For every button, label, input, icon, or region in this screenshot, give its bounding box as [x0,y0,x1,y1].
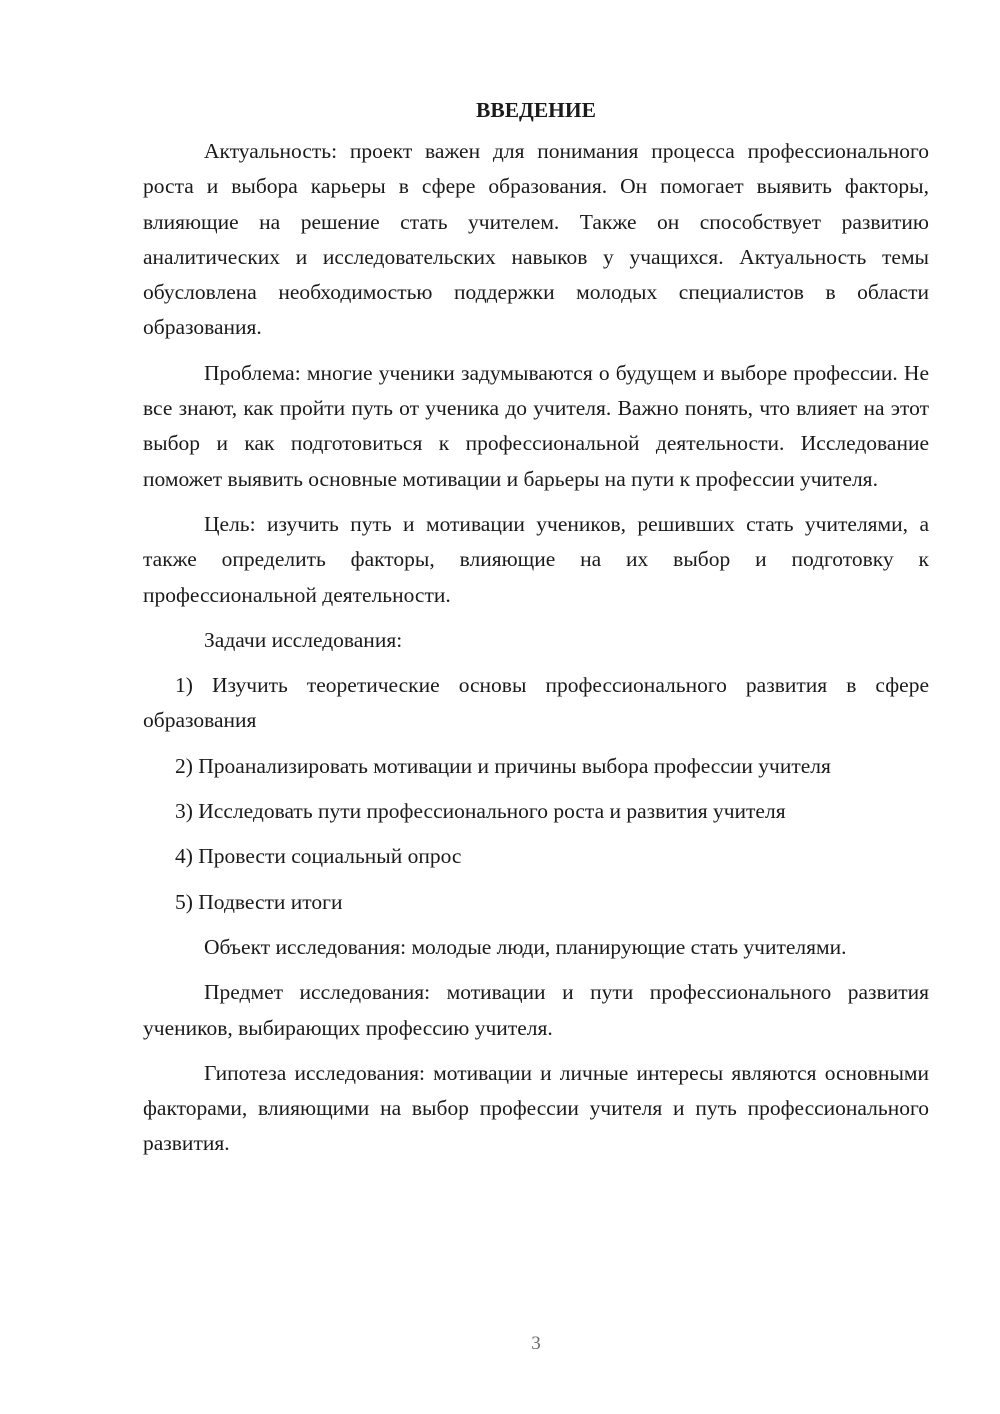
document-page [143,94,929,1172]
task-item-2: 2) Проанализировать мотивации и причины выбора профессии учителя [175,753,831,778]
task-item-1: 1) Изучить теоретические основы профессионального развития в сфере образования [143,673,929,733]
relevance-paragraph: Актуальность: проект важен для понимания процесса профессионального роста и выбора карьеры в сфере образования. Он помогает выявить факторы, влияющие на решение стать учителем. Также он способствует развитию аналитических и исследовательских навыков у учащихся. Актуальность темы обусловлена необходимостью поддержки молодых специалистов в области образования. [143,139,929,340]
subject-paragraph: Предмет исследования: мотивации и пути профессионального развития учеников, выбирающих профессию учителя. [143,980,929,1040]
hypothesis-paragraph: Гипотеза исследования: мотивации и личные интересы являются основными факторами, влияющими на выбор профессии учителя и путь профессионального развития. [143,1060,929,1156]
task-item-5: 5) Подвести итоги [175,889,343,914]
task-item-3: 3) Исследовать пути профессионального роста и развития учителя [175,799,786,824]
section-title: ВВЕДЕНИЕ [476,98,596,122]
tasks-list [143,668,929,920]
goal-paragraph: Цель: изучить путь и мотивации учеников, решивших стать учителями, а также определить факторы, влияющие на их выбор и подготовку к профессиональной деятельности. [143,511,929,607]
tasks-heading: Задачи исследования: [204,627,403,652]
task-item-4: 4) Провести социальный опрос [175,844,462,869]
problem-paragraph: Проблема: многие ученики задумываются о будущем и выборе профессии. Не все знают, как пройти путь от ученика до учителя. Важно понять, что влияет на этот выбор и как подготовиться к профессиональной деятельности. Исследование поможет выявить основные мотивации и барьеры на пути к профессии учителя. [143,360,929,491]
page-number: 3 [531,1333,541,1354]
object-paragraph: Объект исследования: молодые люди, планирующие стать учителями. [204,934,847,959]
